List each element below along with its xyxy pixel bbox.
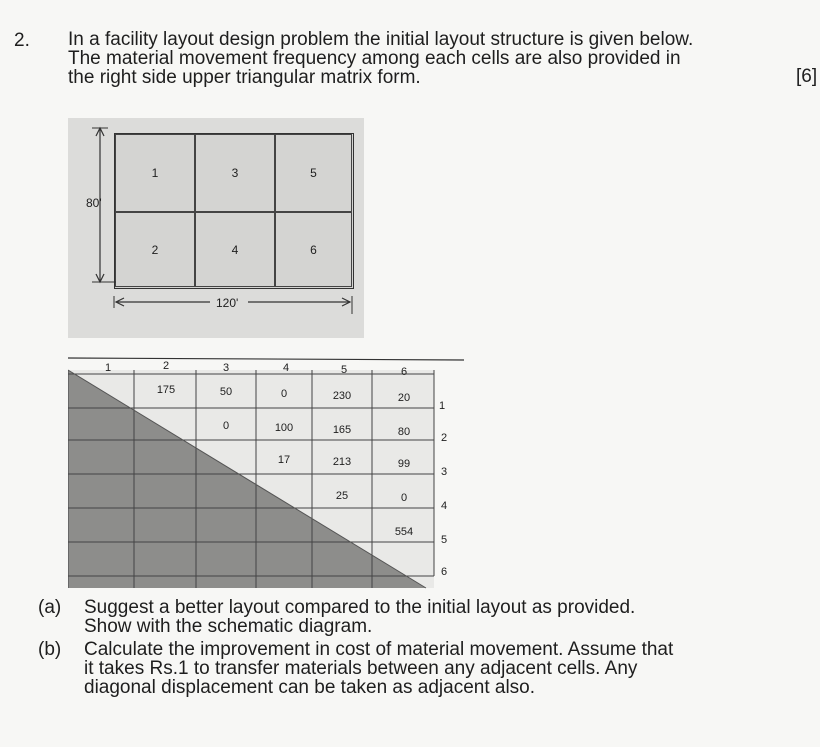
sub-question-line: diagonal displacement can be taken as adjacent also. — [84, 677, 536, 698]
matrix-cell: 0 — [222, 420, 230, 432]
matrix-cell: 20 — [397, 392, 411, 404]
question-line: The material movement frequency among each cells are also provided in — [68, 48, 681, 69]
question-text — [68, 30, 768, 87]
frequency-matrix — [68, 340, 464, 590]
matrix-row-header: 3 — [440, 466, 448, 478]
layout-cell: 4 — [195, 212, 275, 287]
matrix-cell: 230 — [332, 390, 352, 402]
layout-cell: 2 — [115, 212, 195, 287]
sub-question-line: Suggest a better layout compared to the initial layout as provided. — [84, 597, 636, 618]
sub-question-line: it takes Rs.1 to transfer materials between any adjacent cells. Any — [84, 658, 638, 679]
question-number: 2. — [14, 30, 30, 51]
matrix-col-header: 2 — [162, 360, 170, 372]
question-line: In a facility layout design problem the initial layout structure is given below. — [68, 29, 694, 50]
matrix-row-header: 1 — [438, 400, 446, 412]
sub-question-line: Show with the schematic diagram. — [84, 616, 373, 637]
layout-diagram — [68, 118, 364, 338]
matrix-cell: 213 — [332, 456, 352, 468]
matrix-cell: 175 — [156, 384, 176, 396]
matrix-cell: 80 — [397, 426, 411, 438]
matrix-row-header: 2 — [440, 432, 448, 444]
matrix-col-header: 4 — [282, 362, 290, 374]
matrix-cell: 25 — [335, 490, 349, 502]
height-label: 80' — [86, 196, 102, 210]
matrix-col-header: 3 — [222, 362, 230, 374]
matrix-row-header: 6 — [440, 566, 448, 578]
matrix-cell: 17 — [277, 454, 291, 466]
matrix-cell: 100 — [274, 422, 294, 434]
matrix-col-header: 5 — [340, 364, 348, 376]
layout-cell: 6 — [275, 212, 352, 287]
sub-question-label: (a) — [38, 597, 62, 618]
matrix-cell: 0 — [280, 388, 288, 400]
matrix-col-header: 6 — [400, 366, 408, 378]
layout-cell: 1 — [115, 134, 195, 212]
width-label: 120' — [216, 296, 239, 310]
sub-questions — [38, 598, 758, 701]
matrix-cell: 0 — [400, 492, 408, 504]
matrix-cell: 165 — [332, 424, 352, 436]
sub-question-a — [38, 598, 758, 636]
sub-question-label: (b) — [38, 639, 62, 660]
question-line: the right side upper triangular matrix form. — [68, 67, 421, 88]
matrix-cell: 99 — [397, 458, 411, 470]
marks-label: [6] — [796, 66, 818, 87]
layout-cell: 3 — [195, 134, 275, 212]
sub-question-line: Calculate the improvement in cost of material movement. Assume that — [84, 639, 674, 660]
matrix-row-header: 5 — [440, 534, 448, 546]
matrix-row-header: 4 — [440, 500, 448, 512]
layout-cell: 5 — [275, 134, 352, 212]
matrix-col-header: 1 — [104, 362, 112, 374]
matrix-cell: 554 — [394, 526, 414, 538]
matrix-cell: 50 — [219, 386, 233, 398]
sub-question-b — [38, 640, 758, 697]
